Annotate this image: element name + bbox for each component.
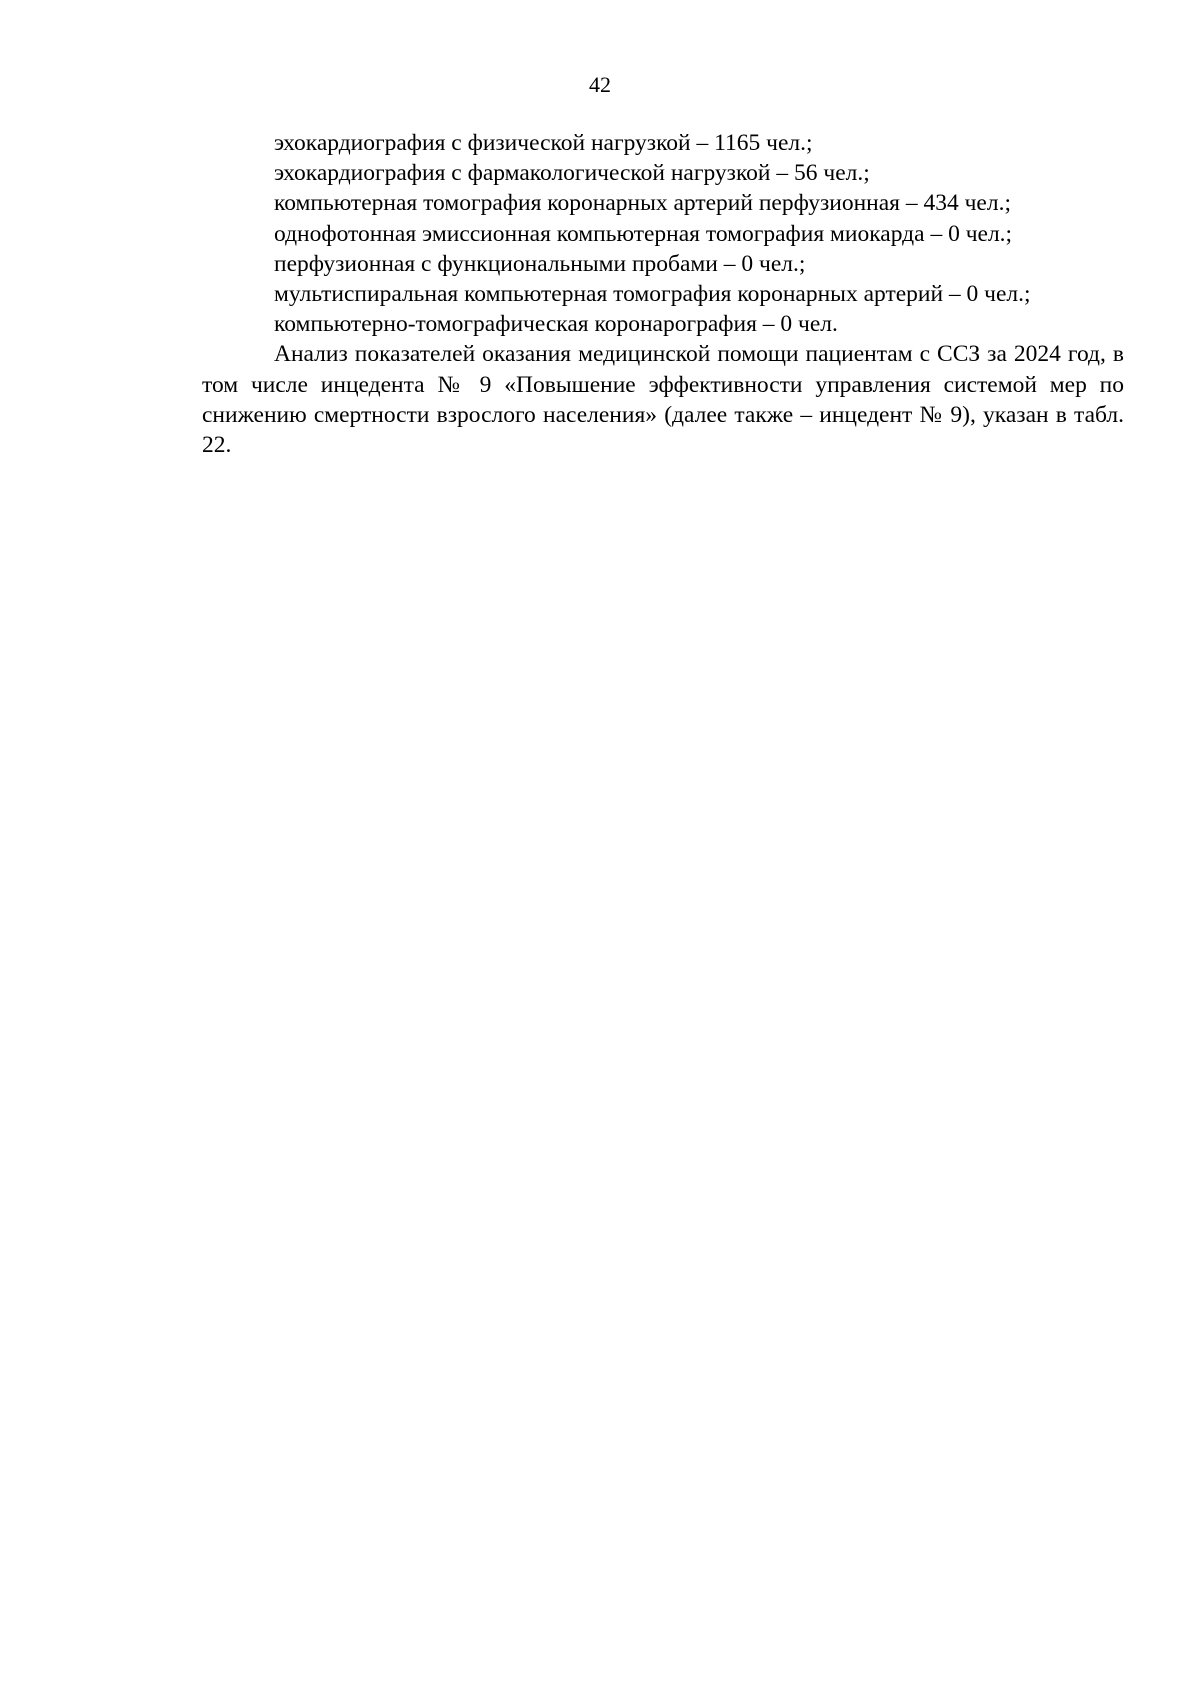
list-item-echo-physical: эхокардиография с физической нагрузкой – 1165 чел.;: [274, 130, 813, 156]
list-item-ct-perfusion: компьютерная томография коронарных артерий перфузионная – 434 чел.;: [274, 190, 1011, 217]
list-item-spect-myocardium: однофотонная эмиссионная компьютерная томография миокарда – 0 чел.;: [274, 220, 1013, 247]
list-item-perfusion-functional: перфузионная с функциональными пробами – 0 чел.;: [274, 250, 806, 277]
list-item-echo-pharmacological: эхокардиография с фармакологической нагрузкой – 56 чел.;: [274, 160, 870, 187]
document-body: [202, 128, 1124, 460]
list-item-mscT-coronary: мультиспиральная компьютерная томография коронарных артерий – 0 чел.;: [274, 281, 1031, 308]
list-item-ct-coronarography: компьютерно-томографическая коронарография – 0 чел.: [274, 311, 838, 338]
analysis-paragraph: Анализ показателей оказания медицинской помощи пациентам с ССЗ за 2024 год, в том числе инцедента № 9 «Повышение эффективности управления системой мер по снижению смертности взрослого населения» (далее также – инцедент № 9), указан в табл. 22.: [202, 341, 1124, 459]
page-number: 42: [589, 72, 611, 97]
